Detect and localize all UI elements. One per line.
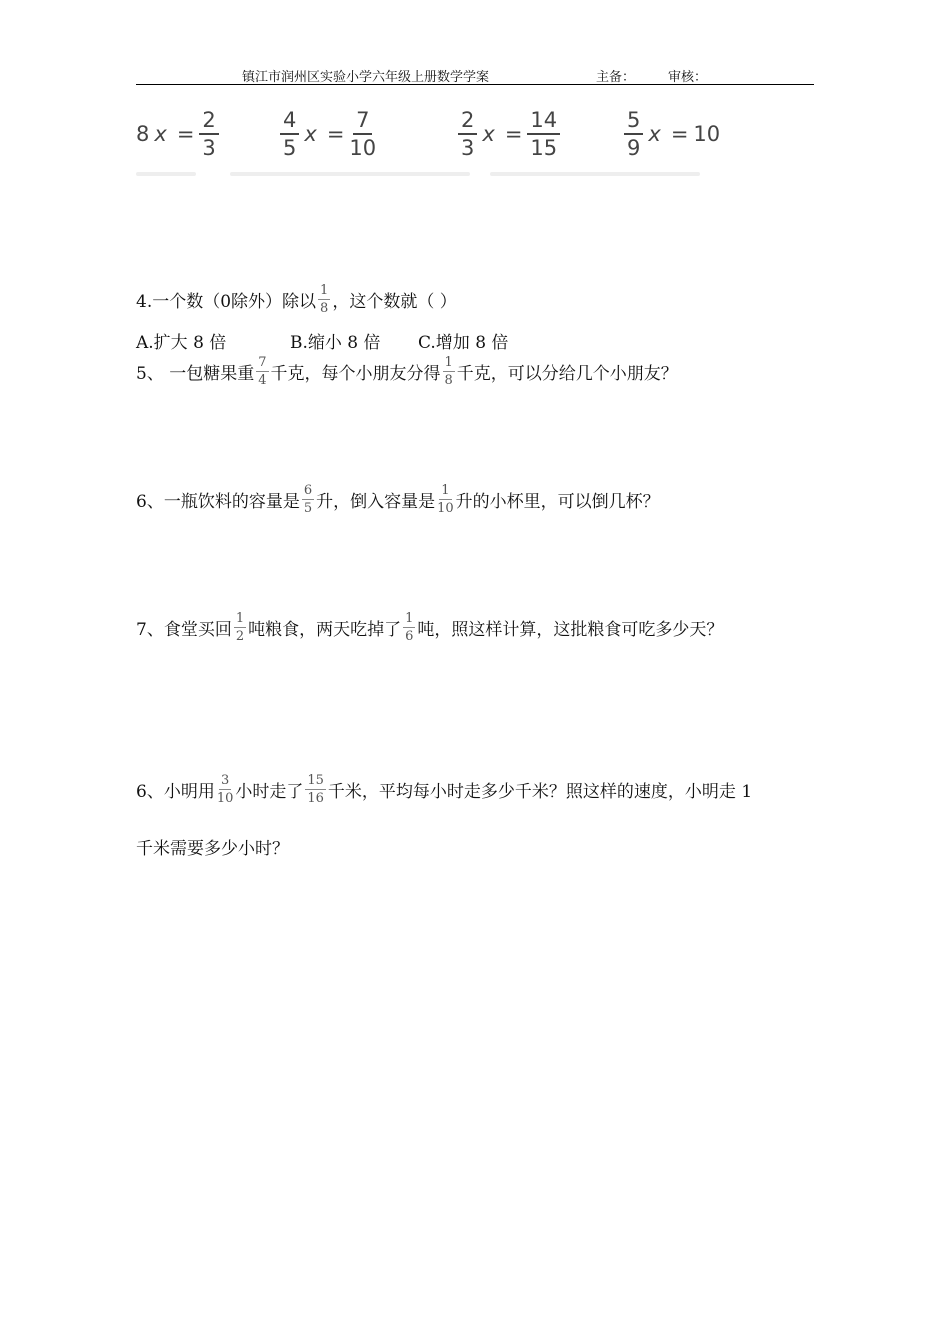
- question-6-text-b: 升，倒入容量是: [316, 492, 436, 512]
- question-5-fraction-2: [443, 356, 455, 387]
- question-8: [136, 774, 752, 805]
- denominator: 8: [320, 301, 329, 316]
- prepared-by-label: 主备：: [596, 70, 636, 85]
- question-8-text-b: 小时走了: [235, 782, 304, 802]
- equation-4-rhs: 10: [693, 122, 721, 146]
- question-4: [136, 284, 457, 315]
- question-6: [136, 484, 660, 515]
- numerator: 4: [280, 110, 299, 135]
- denominator: 10: [437, 501, 454, 516]
- question-5: [136, 356, 678, 387]
- denominator: 15: [530, 135, 558, 160]
- denominator: 5: [303, 501, 313, 516]
- numerator: 1: [235, 611, 245, 626]
- numerator: 7: [258, 355, 267, 370]
- question-7-text-c: 吨，照这样计算，这批粮食可吃多少天？: [417, 620, 724, 640]
- question-8-text-a: 6、小明用: [136, 782, 215, 802]
- question-5-fraction-1: [256, 356, 268, 387]
- question-4-text-a: 4.一个数（0除外）除以: [136, 292, 317, 312]
- question-8-fraction-2: [305, 774, 326, 805]
- question-4-option-c: C.增加 8 倍: [418, 333, 509, 353]
- equation-2: [280, 106, 376, 162]
- equation-3-coef-fraction: [458, 107, 477, 160]
- question-8-text-c: 千米，平均每小时走多少千米？照这样的速度，小明走 1: [327, 782, 753, 802]
- denominator: 16: [307, 791, 324, 806]
- denominator: 8: [444, 373, 453, 388]
- denominator: 3: [202, 135, 216, 160]
- numerator: 1: [405, 611, 414, 626]
- equation-1-coef: 8: [136, 122, 150, 146]
- question-5-text-a: 5、 一包糖果重: [136, 364, 255, 384]
- equation-4-equals: =: [670, 122, 689, 146]
- numerator: 2: [458, 110, 477, 135]
- equation-2-coef-fraction: [280, 107, 299, 160]
- equation-4-var: x: [648, 122, 661, 146]
- equation-3-equals: =: [504, 122, 523, 146]
- question-6-text-c: 升的小杯里，可以倒几杯？: [455, 492, 660, 512]
- question-7: [136, 612, 723, 643]
- numerator: 3: [220, 773, 230, 788]
- question-7-text-a: 7、食堂买回: [136, 620, 232, 640]
- denominator: 6: [405, 629, 414, 644]
- question-5-text-b: 千克，每个小朋友分得: [270, 364, 441, 384]
- question-8-line-2: 千米需要多少小时？: [136, 839, 289, 859]
- question-7-fraction-2: [403, 612, 415, 643]
- scan-artifact: [230, 172, 470, 176]
- numerator: 14: [527, 110, 560, 135]
- question-5-text-c: 千克，可以分给几个小朋友？: [456, 364, 678, 384]
- equation-1-equals: =: [176, 122, 195, 146]
- equation-2-rhs-fraction: [349, 107, 377, 160]
- page-header: [136, 64, 814, 85]
- equation-1: [136, 106, 219, 162]
- equation-2-equals: =: [326, 122, 345, 146]
- equation-2-var: x: [304, 122, 317, 146]
- equation-3-var: x: [482, 122, 495, 146]
- question-7-text-b: 吨粮食，两天吃掉了: [248, 620, 402, 640]
- denominator: 9: [627, 135, 641, 160]
- question-8-fraction-1: [217, 774, 234, 805]
- equation-4-coef-fraction: [624, 107, 643, 160]
- denominator: 2: [235, 629, 245, 644]
- reviewed-by-label: 审核：: [668, 70, 708, 85]
- school-title: 镇江市润州区实验小学六年级上册数学学案: [242, 70, 490, 85]
- equation-1-var: x: [154, 122, 167, 146]
- numerator: 2: [199, 110, 218, 135]
- denominator: 4: [258, 373, 267, 388]
- equation-1-rhs-fraction: [199, 107, 218, 160]
- denominator: 10: [349, 135, 377, 160]
- denominator: 5: [283, 135, 297, 160]
- scan-artifact: [136, 172, 196, 176]
- numerator: 1: [444, 355, 453, 370]
- equation-3-rhs-fraction: [527, 107, 560, 160]
- numerator: 7: [353, 110, 372, 135]
- denominator: 3: [461, 135, 475, 160]
- question-6-fraction-2: [437, 484, 454, 515]
- equation-4: [624, 106, 720, 162]
- equation-3: [458, 106, 560, 162]
- question-6-text-a: 6、一瓶饮料的容量是: [136, 492, 300, 512]
- question-4-option-b: B.缩小 8 倍: [290, 333, 381, 353]
- question-6-fraction-1: [302, 484, 314, 515]
- question-4-option-a: A.扩大 8 倍: [136, 333, 227, 353]
- question-4-text-b: ，这个数就（ ）: [332, 292, 457, 312]
- numerator: 6: [303, 483, 313, 498]
- question-7-fraction-1: [234, 612, 246, 643]
- numerator: 15: [307, 773, 324, 788]
- denominator: 10: [216, 791, 234, 806]
- question-4-fraction: [318, 284, 330, 315]
- numerator: 1: [441, 483, 450, 498]
- numerator: 1: [320, 283, 329, 298]
- numerator: 5: [624, 110, 643, 135]
- scan-artifact: [490, 172, 700, 176]
